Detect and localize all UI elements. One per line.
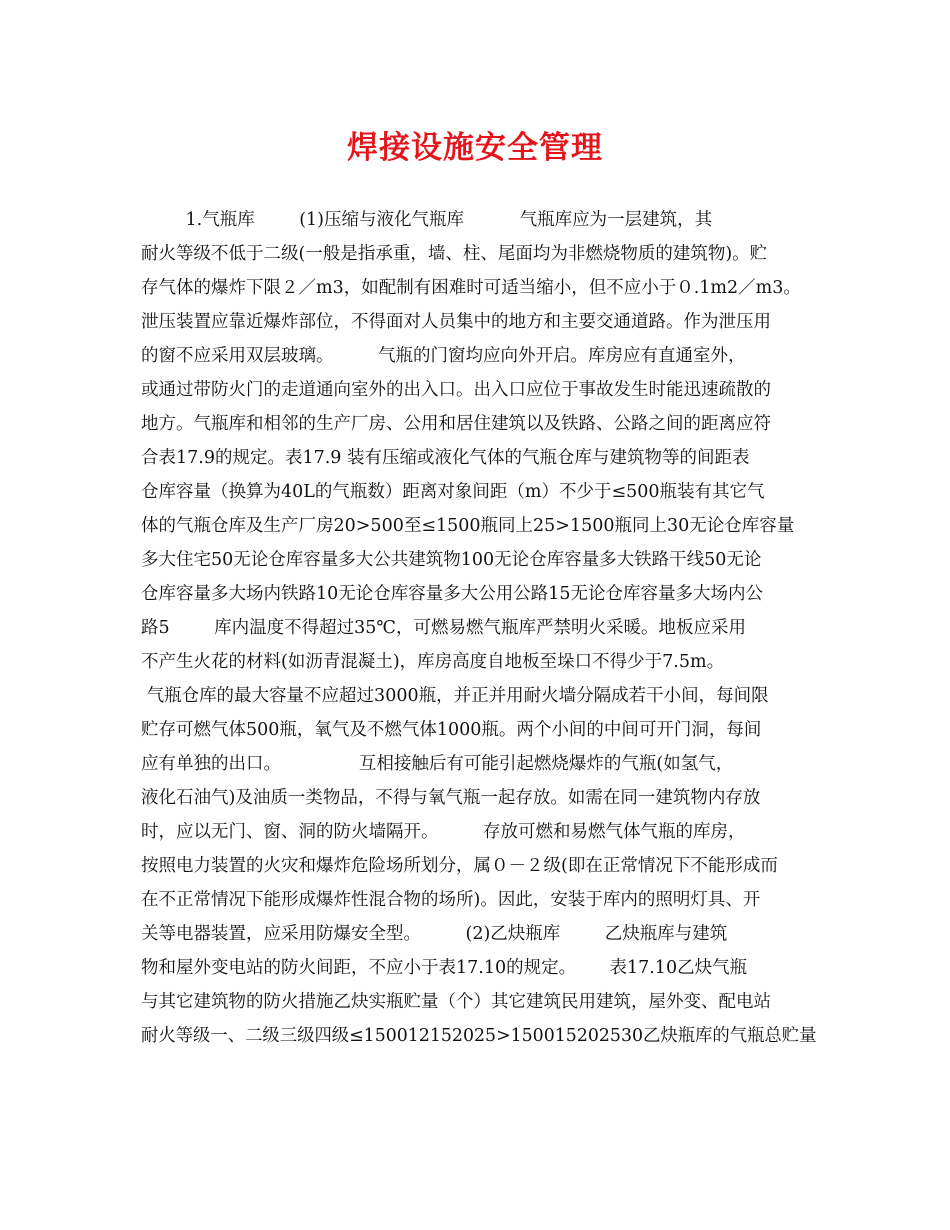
body-text-line: 或通过带防火门的走道通向室外的出入口。出入口应位于事故发生时能迅速疏散的 [141,380,771,400]
body-text-line: 仓库容量多大场内铁路10无论仓库容量多大公用公路15无论仓库容量多大场内公 [141,584,764,604]
body-text-line: 气瓶仓库的最大容量不应超过3000瓶，并正并用耐火墙分隔成若干小间，每间限 [141,686,769,706]
document-title: 焊接设施安全管理 [347,130,603,166]
document-body [141,203,817,1053]
body-text-line: 存气体的爆炸下限２／m3，如配制有困难时可适当缩小，但不应小于０.1m2／m3。 [141,278,801,298]
body-text-line: 贮存可燃气体500瓶，氧气及不燃气体1000瓶。两个小间的中间可开门洞，每间 [141,720,762,740]
body-text-line: 仓库容量（换算为40L的气瓶数）距离对象间距（m）不少于≤500瓶装有其它气 [141,482,765,502]
body-text-line: 地方。气瓶库和相邻的生产厂房、公用和居住建筑以及铁路、公路之间的距离应符 [141,414,771,434]
body-text-line: 在不正常情况下能形成爆炸性混合物的场所)。因此，安装于库内的照明灯具、开 [141,890,761,910]
body-text-line: 液化石油气)及油质一类物品，不得与氧气瓶一起存放。如需在同一建筑物内存放 [141,788,761,808]
body-text-line: 按照电力装置的火灾和爆炸危险场所划分，属０－２级(即在正常情况下不能形成而 [141,856,778,876]
body-text-line: 与其它建筑物的防火措施乙炔实瓶贮量（个）其它建筑民用建筑，屋外变、配电站 [141,992,771,1012]
body-text-line: 关等电器装置，应采用防爆安全型。 (2)乙炔瓶库 乙炔瓶库与建筑 [141,924,728,944]
body-text-line: 泄压装置应靠近爆炸部位，不得面对人员集中的地方和主要交通道路。作为泄压用 [141,312,771,332]
body-text-line: 应有单独的出口。 互相接触后有可能引起燃烧爆炸的气瓶(如氢气， [141,754,734,774]
body-text-line: 耐火等级不低于二级(一般是指承重，墙、柱、尾面均为非燃烧物质的建筑物)。贮 [141,244,768,264]
body-text-line: 耐火等级一、二级三级四级≤150012152025>150015202530乙炔瓶库的气瓶总贮量 [141,1026,817,1046]
body-text-line: 物和屋外变电站的防火间距，不应小于表17.10的规定。 表17.10乙炔气瓶 [141,958,748,978]
body-text-line: 1.气瓶库 (1)压缩与液化气瓶库 气瓶库应为一层建筑，其 [141,210,713,230]
body-text-line: 多大住宅50无论仓库容量多大公共建筑物100无论仓库容量多大铁路干线50无论 [141,550,762,570]
body-text-line: 时，应以无门、窗、洞的防火墙隔开。 存放可燃和易燃气体气瓶的库房， [141,822,746,842]
body-text-line: 合表17.9的规定。表17.9 装有压缩或液化气体的气瓶仓库与建筑物等的间距表 [141,448,750,468]
body-text-line: 不产生火花的材料(如沥青混凝土)，库房高度自地板至垛口不得少于7.5m。 [141,652,725,672]
body-text-line: 的窗不应采用双层玻璃。 气瓶的门窗均应向外开启。库房应有直通室外， [141,346,746,366]
body-text-line: 体的气瓶仓库及生产厂房20>500至≤1500瓶同上25>1500瓶同上30无论仓库容量 [141,516,795,536]
body-text-line: 路5 库内温度不得超过35℃，可燃易燃气瓶库严禁明火采暖。地板应采用 [141,618,746,638]
